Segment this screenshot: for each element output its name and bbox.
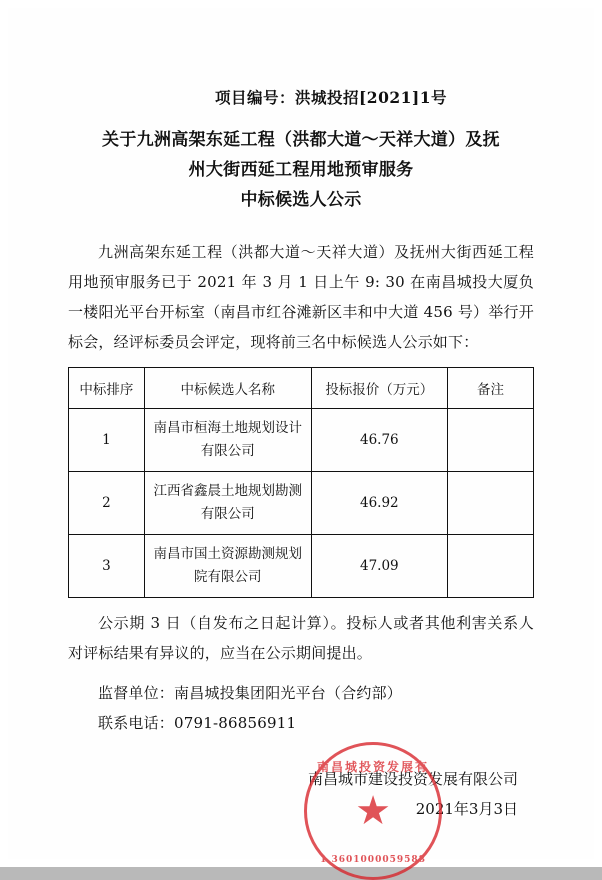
cell-remark [448, 409, 534, 472]
cell-name: 南昌市桓海土地规划设计有限公司 [144, 409, 311, 472]
cell-remark [448, 472, 534, 535]
signature-block [68, 760, 534, 866]
stamp-top-text: 南昌城投资发展有 [316, 760, 429, 775]
cell-price: 46.92 [311, 472, 447, 535]
stamp-bottom-text: 1 3601000059588 [320, 855, 426, 866]
cell-name: 江西省鑫晨土地规划勘测有限公司 [144, 472, 311, 535]
cell-rank: 1 [69, 409, 145, 472]
title-line-3: 中标候选人公示 [240, 189, 362, 210]
candidates-table [68, 367, 534, 598]
star-icon: ★ [355, 788, 391, 835]
cell-price: 47.09 [311, 535, 447, 598]
title-line-2: 州大街西延工程用地预审服务 [188, 159, 414, 180]
page-title [68, 126, 534, 215]
cell-remark [448, 535, 534, 598]
notice-paragraph: 公示期 3 日（自发布之日起计算）。投标人或者其他利害关系人对评标结果有异议的，应当在公示期间提出。 [68, 614, 534, 663]
signature-organization: 南昌城市建设投资发展有限公司 [307, 770, 518, 789]
table-header-row [69, 368, 534, 409]
table-row [69, 409, 534, 472]
header-remark: 备注 [448, 368, 534, 409]
header-name: 中标候选人名称 [144, 368, 311, 409]
cell-price: 46.76 [311, 409, 447, 472]
header-price: 投标报价（万元） [311, 368, 447, 409]
cell-rank: 2 [69, 472, 145, 535]
table-row [69, 472, 534, 535]
document-sheet [8, 8, 594, 866]
cell-name: 南昌市国土资源勘测规划院有限公司 [144, 535, 311, 598]
header-rank: 中标排序 [69, 368, 145, 409]
intro-paragraph: 九洲高架东延工程（洪都大道～天祥大道）及抚州大街西延工程用地预审服务已于 2021 年 3 月 1 日上午 9: 30 在南昌城投大厦负一楼阳光平台开标室（南昌市红谷滩新区丰和中大道 456 号）举行开标会，经评标委员会评定，现将前三名中标候选人公示如下： [68, 243, 534, 352]
document-number: 项目编号：洪城投招[2021]1号 [214, 88, 448, 107]
supervisor-line: 监督单位：南昌城投集团阳光平台（合约部） [98, 684, 403, 703]
contact-line: 联系电话：0791-86856911 [98, 714, 297, 733]
table-row [69, 535, 534, 598]
title-line-1: 关于九洲高架东延工程（洪都大道～天祥大道）及抚 [102, 130, 500, 150]
cell-rank: 3 [69, 535, 145, 598]
signature-date: 2021年3月3日 [415, 800, 518, 819]
